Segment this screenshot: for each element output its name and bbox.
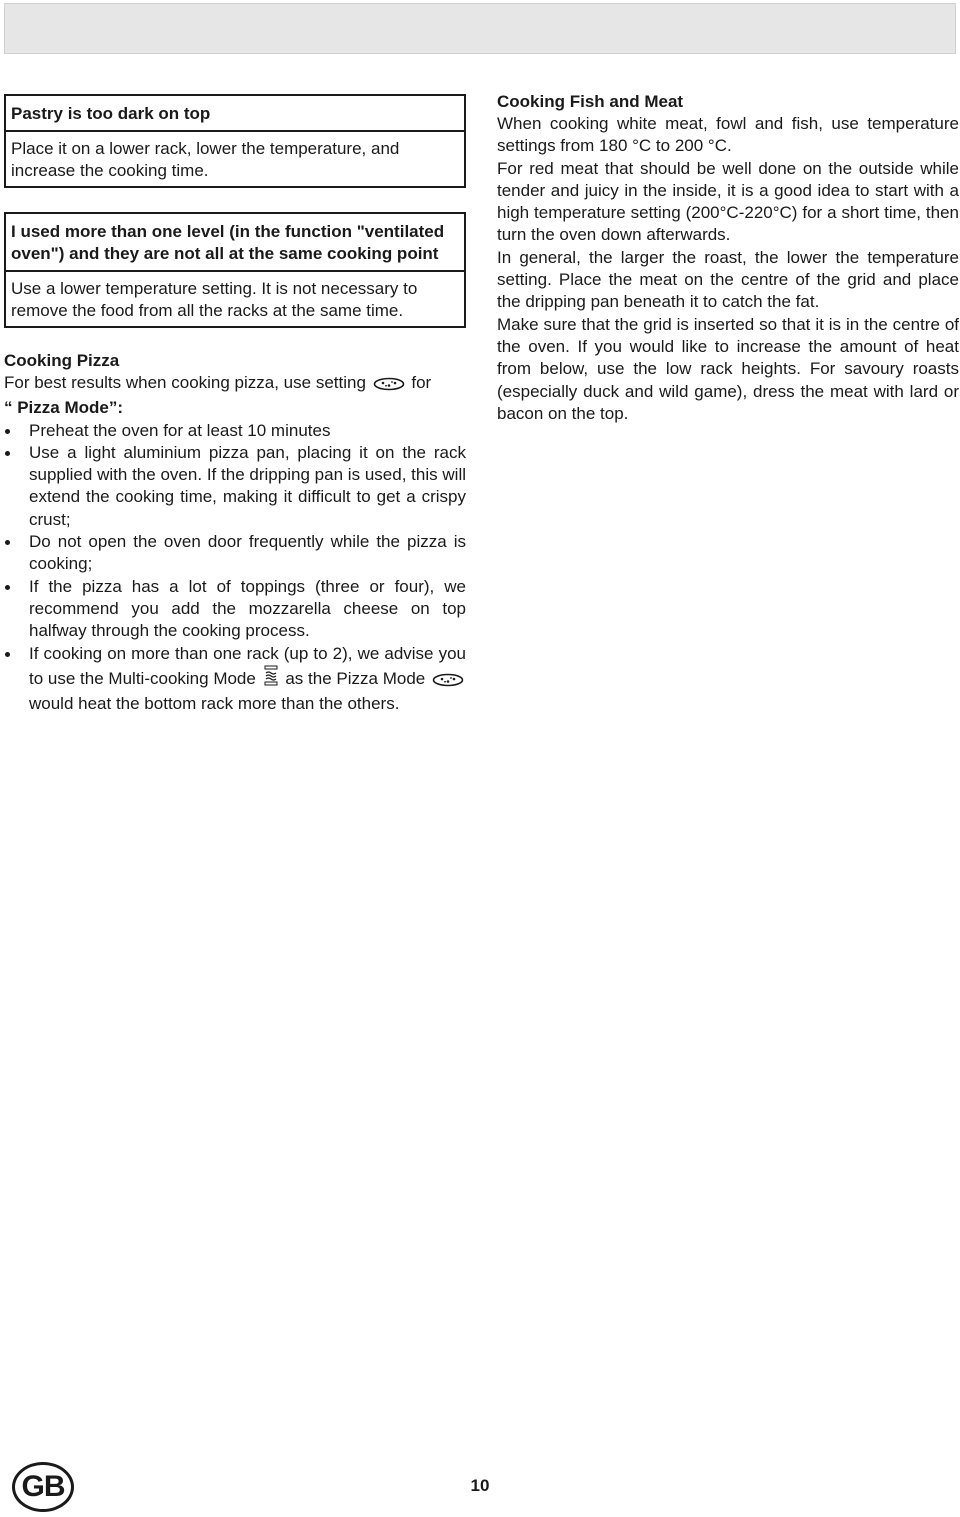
list-item: [4, 576, 466, 643]
tip-box-pastry: [4, 94, 466, 188]
list-item-text: Preheat the oven for at least 10 minutes: [29, 420, 331, 440]
bullet-dot: [5, 585, 10, 590]
right-column: [497, 91, 959, 425]
tip-problem: Pastry is too dark on top: [6, 96, 464, 132]
tip-solution: Use a lower temperature setting. It is not necessary to remove the food from all the racks at the same time.: [11, 279, 418, 320]
pizza-intro: [4, 372, 466, 420]
bullet-dot: [5, 429, 10, 434]
list-item-text: would heat the bottom rack more than the others.: [29, 694, 400, 714]
list-item: [4, 420, 466, 442]
tip-problem: I used more than one level (in the function "ventilated oven") and they are not all at the same cooking point: [6, 214, 464, 272]
header-band: [4, 3, 956, 54]
tip-solution: Place it on a lower rack, lower the temperature, and increase the cooking time.: [11, 139, 400, 180]
paragraph: When cooking white meat, fowl and fish, use temperature settings from 180 °C to 200 °C.: [497, 114, 959, 156]
list-item: [4, 643, 466, 716]
tip-box-levels: [4, 212, 466, 328]
pizza-intro-text: For best results when cooking pizza, use setting: [4, 373, 366, 392]
pizza-intro-for: for: [411, 373, 432, 392]
page-number: 10: [470, 1476, 490, 1495]
list-item-text: Do not open the oven door frequently while the pizza is cooking;: [29, 532, 466, 574]
bullet-dot: [5, 451, 10, 456]
pizza-mode-icon: [373, 375, 405, 397]
multi-cooking-icon: [263, 665, 279, 693]
paragraph: In general, the larger the roast, the lower the temperature setting. Place the meat on the centre of the grid and place the dripping pan beneath it to catch the fat.: [497, 247, 959, 312]
country-badge: GB: [12, 1462, 74, 1512]
pizza-tips-list: [4, 420, 466, 716]
paragraph: For red meat that should be well done on the outside while tender and juicy in the inside, it is a good idea to start with a high temperature setting (200°C-220°C) for a short time, then turn the oven down afterwards.: [497, 158, 959, 245]
cooking-pizza-section: [4, 350, 466, 715]
list-item-text: Use a light aluminium pizza pan, placing it on the rack supplied with the oven. If the dripping pan is used, this will extend the cooking time, making it difficult to get a crispy crust;: [29, 442, 466, 529]
list-item-text: as the Pizza Mode: [285, 668, 426, 688]
left-column: [4, 94, 466, 715]
list-item-text: If the pizza has a lot of toppings (three or four), we recommend you add the mozzarella cheese on top halfway through the cooking process.: [29, 576, 466, 641]
bullet-dot: [5, 652, 10, 657]
section-title: Cooking Pizza: [4, 351, 120, 370]
pizza-mode-icon: [432, 671, 464, 693]
list-item: [4, 442, 466, 531]
list-item: [4, 531, 466, 576]
paragraph: Make sure that the grid is inserted so that it is in the centre of the oven. If you would like to increase the amount of heat from below, use the low rack heights. For savoury roasts (especially duck and wild game), dress the meat with lard or bacon on the top.: [497, 314, 959, 423]
bullet-dot: [5, 540, 10, 545]
section-title: Cooking Fish and Meat: [497, 92, 684, 111]
pizza-mode-label: “ Pizza Mode”:: [4, 398, 124, 418]
list-item-text: If cooking on more than one rack (up to 2), we advise you to use the Multi-cooking Mode: [29, 643, 466, 688]
